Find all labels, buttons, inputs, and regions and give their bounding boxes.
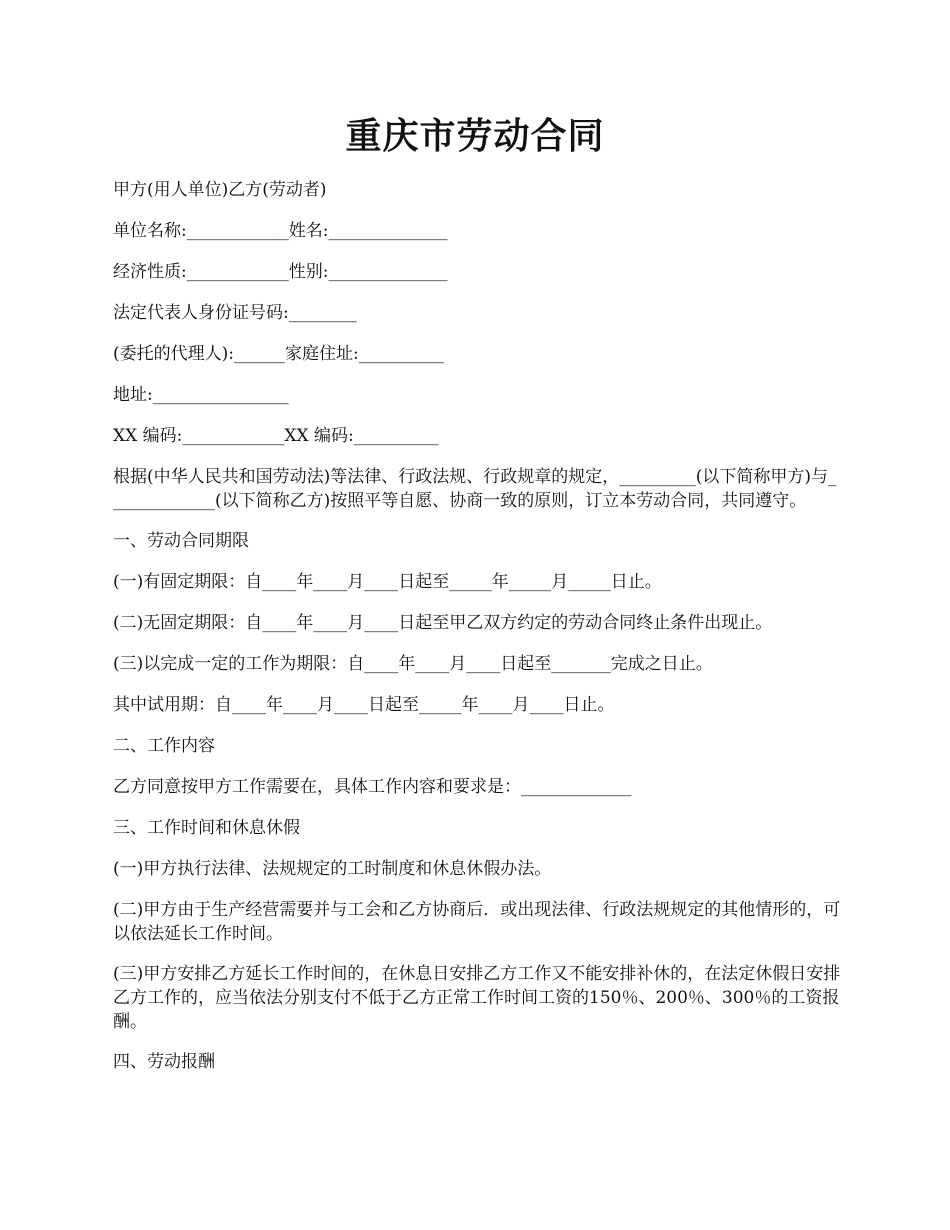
section-heading-2: 二、工作内容 xyxy=(113,736,215,756)
preamble-paragraph: 根据(中华人民共和国劳动法)等法律、行政法规、行政规章的规定，_________(以下简称甲方)与_____________(以下简称乙方)按照平等自愿、协商一致的原则，订立本劳动合同，共同遵守。 xyxy=(113,467,837,511)
parties-line: 甲方(用人单位)乙方(劳动者) xyxy=(113,180,327,200)
legal-rep-id-line: 法定代表人身份证号码:________ xyxy=(113,303,357,323)
document-body xyxy=(113,178,843,1091)
employer-name-line: 单位名称:____________姓名:______________ xyxy=(113,221,448,241)
section-heading-1: 一、劳动合同期限 xyxy=(113,531,249,551)
term-task-line: (三)以完成一定的工作为期限：自____年____月____日起至_______完成之日止。 xyxy=(113,654,713,674)
term-fixed-line: (一)有固定期限：自____年____月____日起至_____年_____月_____日止。 xyxy=(113,572,662,592)
work-content-line: 乙方同意按甲方工作需要在，具体工作内容和要求是：_____________ xyxy=(113,777,632,797)
agent-address-line: (委托的代理人):______家庭住址:__________ xyxy=(113,344,444,364)
term-open-line: (二)无固定期限：自____年____月____日起至甲乙双方约定的劳动合同终止条件出现止。 xyxy=(113,613,773,633)
probation-line: 其中试用期：自____年____月____日起至_____年____月____日止。 xyxy=(113,695,615,715)
address-line: 地址:________________ xyxy=(113,385,289,405)
document-title: 重庆市劳动合同 xyxy=(345,115,605,157)
postcode-line: XX 编码:____________XX 编码:__________ xyxy=(113,426,439,446)
section-heading-4: 四、劳动报酬 xyxy=(113,1052,215,1072)
section-heading-3: 三、工作时间和休息休假 xyxy=(113,818,300,838)
working-hours-line-3: (三)甲方安排乙方延长工作时间的，在休息日安排乙方工作又不能安排补休的，在法定休假日安排乙方工作的，应当依法分别支付不低于乙方正常工作时间工资的150％、200％、300％的工资报酬。 xyxy=(113,964,841,1032)
working-hours-line-1: (一)甲方执行法律、法规规定的工时制度和休息休假办法。 xyxy=(113,859,552,879)
economic-nature-line: 经济性质:____________性别:______________ xyxy=(113,262,448,282)
working-hours-line-2: (二)甲方由于生产经营需要并与工会和乙方协商后．或出现法律、行政法规规定的其他情形的，可以依法延长工作时间。 xyxy=(113,900,841,944)
